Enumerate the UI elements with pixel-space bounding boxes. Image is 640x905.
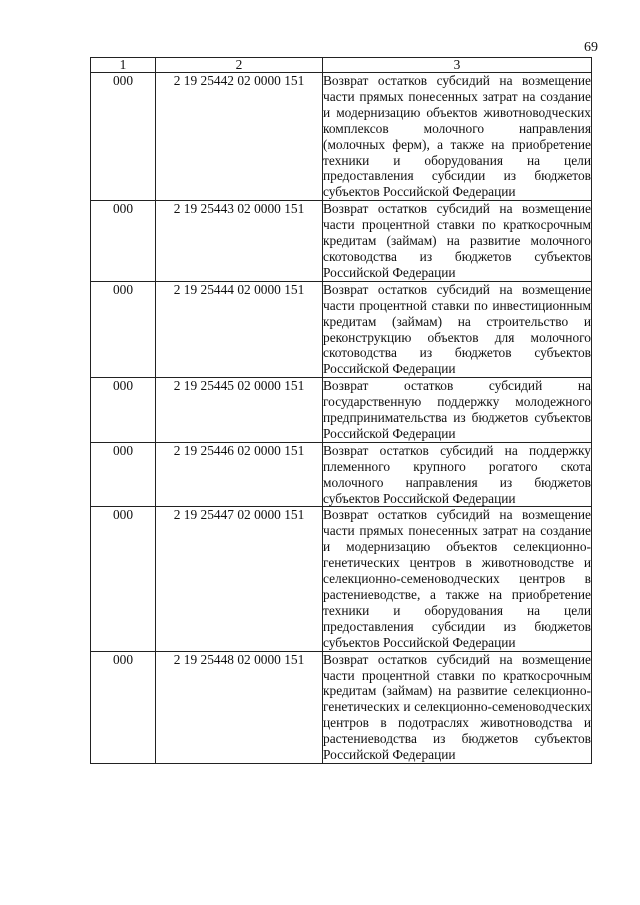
column-header-3: 3 — [323, 58, 592, 73]
budget-code: 2 19 25442 02 0000 151 — [156, 73, 323, 201]
income-description: Возврат остатков субсидий на возмещение части процентной ставки по краткосрочным кредитам (займам) на развитие молочного скотоводства из бюджетов субъектов Российской Федерации — [323, 201, 591, 280]
income-description: Возврат остатков субсидий на возмещение части процентной ставки по краткосрочным кредитам (займам) на развитие селекционно-генетических и селекционно-семеноводческих центров в подотраслях животноводства и растениеводства из бюджетов субъектов Российской Федерации — [323, 651, 591, 763]
table-row — [91, 201, 592, 282]
table-header-row — [91, 58, 592, 73]
income-description: Возврат остатков субсидий на возмещение части прямых понесенных затрат на создание и модернизацию объектов животноводческих комплексов молочного направления (молочных ферм), а также на приобретение техники и оборудования на цели предоставления субсидии из бюджетов субъектов Российской Федерации — [323, 73, 591, 200]
budget-code: 2 19 25444 02 0000 151 — [156, 281, 323, 377]
table-row — [91, 651, 592, 763]
income-description: Возврат остатков субсидий на возмещение части процентной ставки по инвестиционным кредитам (займам) на строительство и реконструкцию объектов для молочного скотоводства из бюджетов субъектов Российской Федерации — [323, 281, 591, 377]
budget-code: 2 19 25445 02 0000 151 — [156, 378, 323, 443]
administrator-code: 000 — [91, 507, 156, 651]
page-number: 69 — [584, 40, 598, 55]
administrator-code: 000 — [91, 201, 156, 282]
table-row — [91, 378, 592, 443]
administrator-code: 000 — [91, 651, 156, 763]
budget-code: 2 19 25448 02 0000 151 — [156, 651, 323, 763]
income-description: Возврат остатков субсидий на возмещение части прямых понесенных затрат на создание и модернизацию объектов селекционно-генетических центров в животноводстве и селекционно-семеноводческих центров в растениеводстве, а также на приобретение техники и оборудования на цели предоставления субсидии из бюджетов субъектов Российской Федерации — [323, 507, 591, 650]
table-row — [91, 281, 592, 377]
administrator-code: 000 — [91, 442, 156, 507]
budget-code: 2 19 25443 02 0000 151 — [156, 201, 323, 282]
administrator-code: 000 — [91, 73, 156, 201]
table-row — [91, 73, 592, 201]
administrator-code: 000 — [91, 378, 156, 443]
table-row — [91, 442, 592, 507]
budget-classification-table — [90, 57, 592, 764]
column-header-1: 1 — [91, 58, 156, 73]
column-header-2: 2 — [156, 58, 323, 73]
budget-code: 2 19 25447 02 0000 151 — [156, 507, 323, 651]
income-description: Возврат остатков субсидий на государственную поддержку молодежного предпринимательства из бюджетов субъектов Российской Федерации — [323, 378, 591, 441]
table-row — [91, 507, 592, 651]
income-description: Возврат остатков субсидий на поддержку племенного крупного рогатого скота молочного направления из бюджетов субъектов Российской Федерации — [323, 442, 591, 506]
administrator-code: 000 — [91, 281, 156, 377]
budget-code: 2 19 25446 02 0000 151 — [156, 442, 323, 507]
